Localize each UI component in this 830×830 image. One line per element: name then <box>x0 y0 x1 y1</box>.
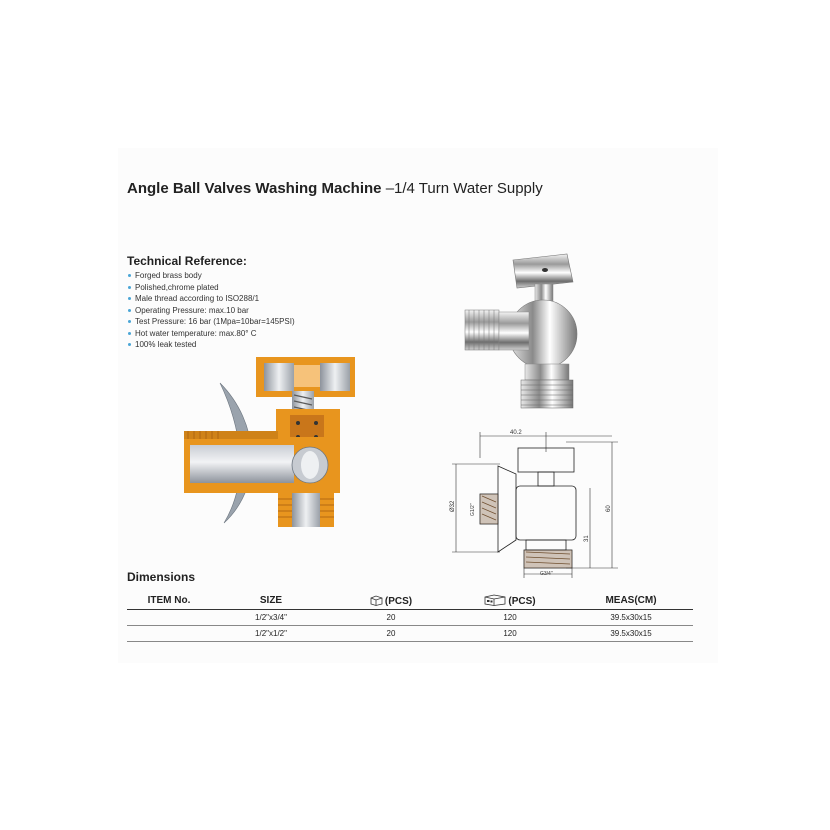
header-item-no: ITEM No. <box>127 592 211 610</box>
product-photo <box>455 252 615 417</box>
title-sub: –1/4 Turn Water Supply <box>381 180 543 197</box>
dimensions-heading: Dimensions <box>127 570 196 584</box>
inner-box-icon <box>370 595 383 606</box>
table-header-row <box>127 592 693 610</box>
list-item: Hot water temperature: max.80° C <box>127 328 295 340</box>
cell-meas: 39.5x30x15 <box>569 610 693 626</box>
dim-thread-label: G1/2" <box>470 503 476 516</box>
technical-reference-list <box>127 270 295 351</box>
cell-outer: 120 <box>451 610 569 626</box>
list-item: 100% leak tested <box>127 339 295 351</box>
cell-inner: 20 <box>331 610 451 626</box>
dimensions-table <box>127 592 693 642</box>
dim-left-label: Ø32 <box>450 500 456 512</box>
dim-bottom-label: G3/4" <box>540 571 553 577</box>
dim-right-label: 60 <box>606 505 612 512</box>
list-item: Polished,chrome plated <box>127 282 295 294</box>
cell-inner: 20 <box>331 626 451 642</box>
technical-drawing <box>440 428 625 580</box>
cell-outer: 120 <box>451 626 569 642</box>
title-main: Angle Ball Valves Washing Machine <box>127 180 382 197</box>
cutaway-illustration <box>180 353 355 533</box>
list-item: Forged brass body <box>127 270 295 282</box>
header-carton-pcs: (PCS) <box>508 596 536 607</box>
technical-reference-heading: Technical Reference: <box>127 254 247 268</box>
table-row <box>127 626 693 642</box>
header-carton <box>451 592 569 610</box>
cell-size: 1/2"x1/2" <box>211 626 331 642</box>
header-meas: MEAS(CM) <box>569 592 693 610</box>
header-inner-pcs: (PCS) <box>384 595 413 607</box>
list-item: Male thread according to ISO288/1 <box>127 293 295 305</box>
dim-top-label: 40.2 <box>510 430 522 436</box>
header-size: SIZE <box>211 592 331 610</box>
header-inner-box <box>331 592 451 610</box>
cell-item <box>127 626 211 642</box>
page-title <box>127 180 543 197</box>
cell-item <box>127 610 211 626</box>
cell-size: 1/2"x3/4" <box>211 610 331 626</box>
table-row <box>127 610 693 626</box>
dim-inner-label: 31 <box>584 535 590 542</box>
cell-meas: 39.5x30x15 <box>569 626 693 642</box>
carton-icon <box>484 594 506 606</box>
list-item: Operating Pressure: max.10 bar <box>127 305 295 317</box>
list-item: Test Pressure: 16 bar (1Mpa=10bar=145PSI) <box>127 316 295 328</box>
